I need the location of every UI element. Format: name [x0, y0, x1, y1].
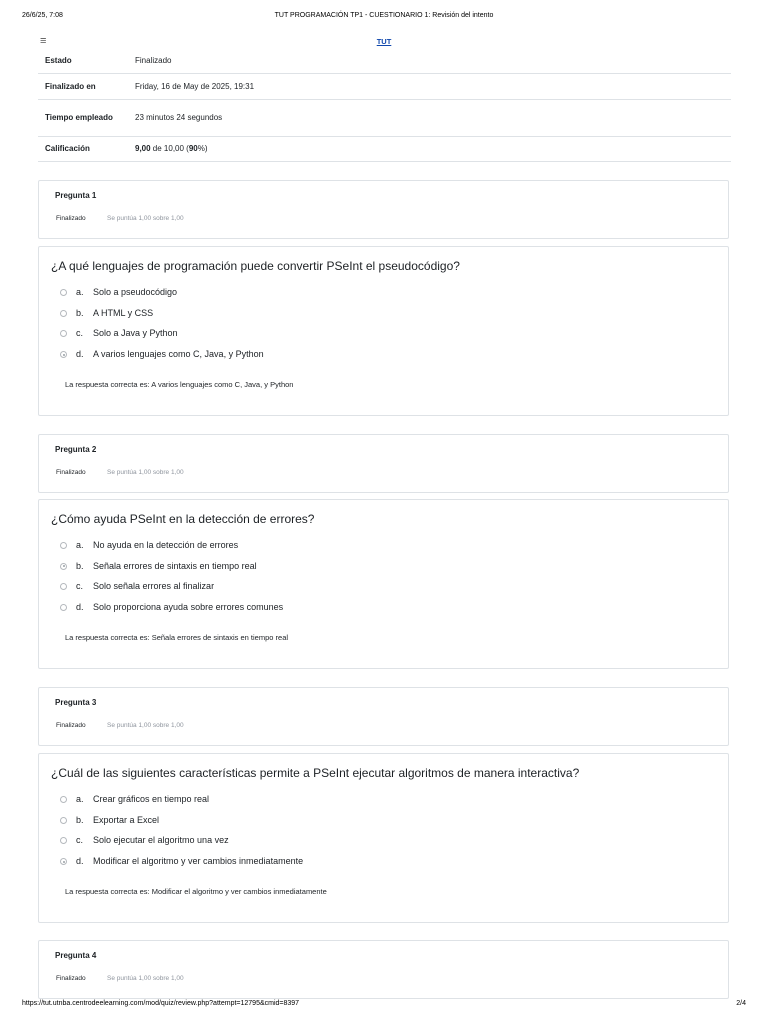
radio-button[interactable]	[60, 310, 67, 317]
answer-text: No ayuda en la detección de errores	[93, 540, 239, 550]
summary-value: Finalizado	[122, 49, 731, 73]
answer-text: Solo a pseudocódigo	[93, 287, 178, 297]
answer-text: Modificar el algoritmo y ver cambios inmediatamente	[93, 856, 304, 867]
question-info-3	[38, 687, 729, 746]
answer-text: Solo ejecutar el algoritmo una vez	[93, 835, 229, 846]
answer-text: Solo proporciona ayuda sobre errores comunes	[93, 602, 284, 613]
site-brand-link[interactable]: TUT	[376, 37, 392, 46]
question-info-4	[38, 940, 729, 999]
answer-letter: c.	[76, 835, 84, 846]
question-grade: Se puntúa 1,00 sobre 1,00	[107, 215, 184, 222]
summary-label: Estado	[38, 49, 122, 73]
answer-text: A HTML y CSS	[93, 307, 154, 318]
navbar	[38, 34, 730, 50]
summary-value	[122, 136, 731, 161]
summary-value: Friday, 16 de May de 2025, 19:31	[122, 73, 731, 99]
answer-text: Señala errores de sintaxis en tiempo real	[93, 560, 257, 571]
question-text: ¿A qué lenguajes de programación puede convertir PSeInt el pseudocódigo?	[51, 259, 460, 273]
print-header	[22, 12, 746, 22]
score-close: %)	[197, 144, 208, 153]
correct-answer-feedback: La respuesta correcta es: A varios lenguajes como C, Java, y Python	[65, 380, 294, 389]
question-content-2	[38, 499, 729, 669]
print-page-number: 2/4	[736, 1000, 746, 1007]
question-text: ¿Cuál de las siguientes características permite a PSeInt ejecutar algoritmos de manera interactiva?	[51, 766, 580, 780]
answer-letter: d.	[76, 349, 84, 360]
answer-text: A varios lenguajes como C, Java, y Python	[93, 349, 264, 360]
answer-letter: d.	[76, 602, 84, 613]
print-footer	[22, 1000, 746, 1010]
score-percent: 90	[188, 144, 198, 153]
radio-button-selected[interactable]	[60, 563, 67, 570]
answer-letter: b.	[76, 307, 84, 318]
question-state: Finalizado	[56, 722, 86, 729]
answer-text: Solo señala errores al finalizar	[93, 581, 215, 592]
radio-button[interactable]	[60, 604, 67, 611]
answer-text: Exportar a Excel	[93, 814, 160, 825]
question-info-2	[38, 434, 729, 493]
score-value: 9,00	[135, 144, 151, 153]
print-datetime: 26/6/25, 7:08	[22, 12, 63, 19]
answer-letter: c.	[76, 581, 84, 592]
summary-value: 23 minutos 24 segundos	[122, 99, 731, 136]
summary-label: Finalizado en	[38, 73, 122, 99]
radio-button[interactable]	[60, 583, 67, 590]
answer-letter: d.	[76, 856, 84, 867]
attempt-summary-table	[38, 49, 731, 162]
question-number: Pregunta 2	[55, 445, 97, 454]
answer-text: Solo a Java y Python	[93, 328, 178, 339]
radio-button[interactable]	[60, 817, 67, 824]
radio-button[interactable]	[60, 796, 67, 803]
summary-row-calificacion	[38, 136, 731, 161]
radio-button[interactable]	[60, 289, 67, 296]
question-info-1	[38, 180, 729, 239]
question-text: ¿Cómo ayuda PSeInt en la detección de errores?	[51, 512, 315, 526]
summary-label: Tiempo empleado	[38, 99, 122, 136]
summary-row-estado	[38, 49, 731, 73]
radio-button[interactable]	[60, 542, 67, 549]
question-grade: Se puntúa 1,00 sobre 1,00	[107, 722, 184, 729]
question-content-3	[38, 753, 729, 923]
score-of: de 10,00 (	[150, 144, 189, 153]
answer-letter: a.	[76, 540, 84, 550]
correct-answer-feedback: La respuesta correcta es: Modificar el algoritmo y ver cambios inmediatamente	[65, 887, 327, 896]
question-state: Finalizado	[56, 975, 86, 982]
question-number: Pregunta 4	[55, 951, 97, 960]
question-content-1	[38, 246, 729, 416]
summary-row-finalizado-en	[38, 73, 731, 99]
summary-row-tiempo	[38, 99, 731, 136]
summary-label: Calificación	[38, 136, 122, 161]
radio-button[interactable]	[60, 837, 67, 844]
print-title: TUT PROGRAMACIÓN TP1 - CUESTIONARIO 1: Revisión del intento	[274, 12, 494, 19]
question-state: Finalizado	[56, 215, 86, 222]
radio-button-selected[interactable]	[60, 858, 67, 865]
radio-button[interactable]	[60, 330, 67, 337]
answer-letter: b.	[76, 560, 84, 571]
question-number: Pregunta 1	[55, 191, 97, 200]
question-state: Finalizado	[56, 469, 86, 476]
print-url: https://tut.utnba.centrodeelearning.com/mod/quiz/review.php?attempt=12795&cmid=8397	[22, 1000, 300, 1007]
answer-letter: c.	[76, 328, 84, 339]
hamburger-menu-icon[interactable]: ≡	[40, 35, 47, 47]
question-grade: Se puntúa 1,00 sobre 1,00	[107, 469, 184, 476]
question-number: Pregunta 3	[55, 698, 97, 707]
question-grade: Se puntúa 1,00 sobre 1,00	[107, 975, 184, 982]
radio-button-selected[interactable]	[60, 351, 67, 358]
answer-letter: a.	[76, 287, 84, 297]
answer-letter: a.	[76, 794, 84, 804]
answer-letter: b.	[76, 814, 84, 825]
correct-answer-feedback: La respuesta correcta es: Señala errores de sintaxis en tiempo real	[65, 633, 289, 642]
answer-text: Crear gráficos en tiempo real	[93, 794, 210, 804]
